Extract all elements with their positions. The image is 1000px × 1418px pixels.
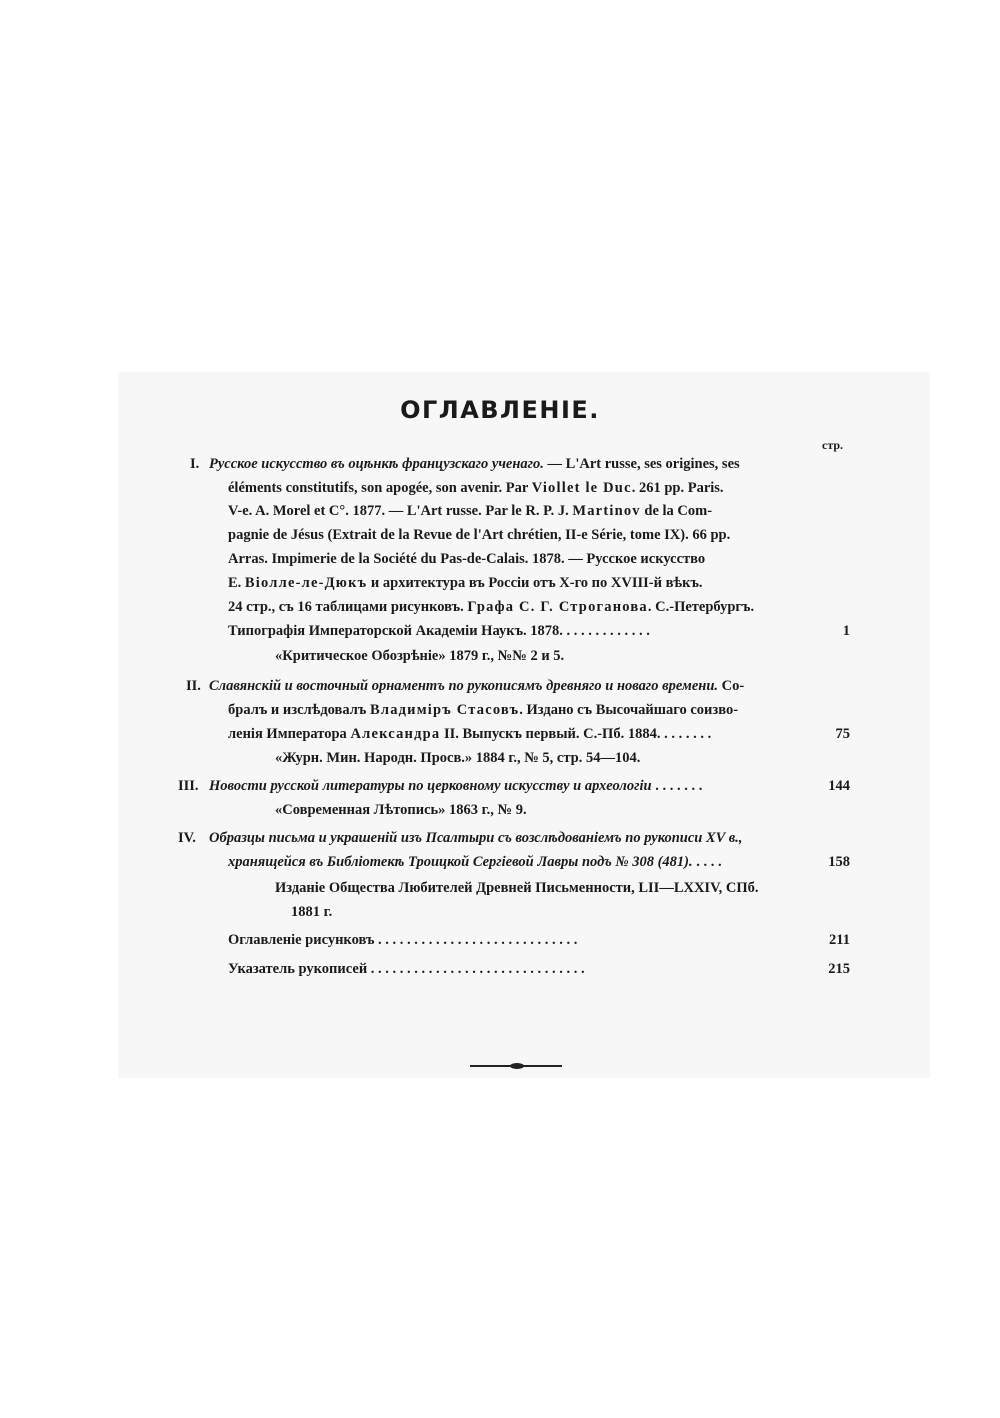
entry-source: Изданіе Общества Любителей Древней Письменности, LII—LXXIV, СПб. (275, 880, 759, 896)
entry-line: éléments constitutifs, son apogée, son avenir. Par Viollet le Duc. 261 pp. Paris. (228, 480, 724, 496)
entry-number: I. (190, 456, 200, 472)
page-number: 75 (835, 726, 850, 742)
entry-source: «Современная Лѣтопись» 1863 г., № 9. (275, 802, 527, 818)
pages-column-header: стр. (822, 438, 844, 452)
entry-source: «Журн. Мин. Народн. Просв.» 1884 г., № 5, стр. 54—104. (275, 750, 641, 766)
entry-line: бралъ и изслѣдовалъ Владиміръ Стасовъ. Издано съ Высочайшаго соизво- (228, 702, 739, 718)
page-number: 144 (828, 778, 850, 794)
entry-source: «Критическое Обозрѣніе» 1879 г., №№ 2 и 5. (275, 648, 565, 664)
decorative-rule (470, 1065, 562, 1067)
entry-source-continued: 1881 г. (291, 904, 333, 920)
page-number: 1 (842, 623, 850, 639)
page-number: 158 (828, 854, 850, 870)
extra-entry-label: Оглавленіе рисунковъ . . . . . . . . . . . . . . . . . . . . . . . . . . . . (228, 932, 578, 948)
entry-line: pagnie de Jésus (Extrait de la Revue de l'Art chrétien, II-e Série, tome IX). 66 pp. (228, 527, 731, 543)
entry-line: Образцы письма и украшеній изъ Псалтыри съ возслѣдованіемъ по рукописи XV в., (209, 830, 743, 846)
entry-line: Е. Віолле-ле-Дюкъ и архитектура въ Россіи отъ X-го по XVIII-й вѣкъ. (228, 575, 703, 591)
entry-line: Новости русской литературы по церковному искусству и археологіи . . . . . . . (209, 778, 703, 794)
page-title: ОГЛАВЛЕНІЕ. (400, 396, 600, 424)
page-number: 215 (828, 961, 850, 977)
extra-entry-label: Указатель рукописей . . . . . . . . . . . . . . . . . . . . . . . . . . . . . . (228, 961, 585, 977)
entry-line: Типографія Императорской Академіи Наукъ. 1878. . . . . . . . . . . . . (228, 623, 650, 639)
entry-line: Славянскій и восточный орнаментъ по рукописямъ древняго и новаго времени. Со- (209, 678, 745, 694)
entry-line: 24 стр., съ 16 таблицами рисунковъ. Графа С. Г. Строганова. С.-Петербургъ. (228, 599, 755, 615)
entry-line: хранящейся въ Библіотекѣ Троицкой Сергіевой Лавры подъ № 308 (481). . . . . (228, 854, 722, 870)
page-number: 211 (829, 932, 850, 948)
entry-line: Русское искусство въ оцѣнкѣ французскаго ученаго. — L'Art russe, ses origines, ses (209, 456, 740, 472)
entry-number: III. (178, 778, 199, 794)
entry-line: Arras. Impimerie de la Société du Pas-de-Calais. 1878. — Русское искусство (228, 551, 706, 567)
entry-line: V-e. A. Morel et C°. 1877. — L'Art russe. Par le R. P. J. Martinov de la Com- (228, 503, 713, 519)
entry-number: II. (186, 678, 201, 694)
entry-number: IV. (178, 830, 196, 846)
entry-line: ленія Императора Александра II. Выпускъ первый. С.-Пб. 1884. . . . . . . . (228, 726, 712, 742)
